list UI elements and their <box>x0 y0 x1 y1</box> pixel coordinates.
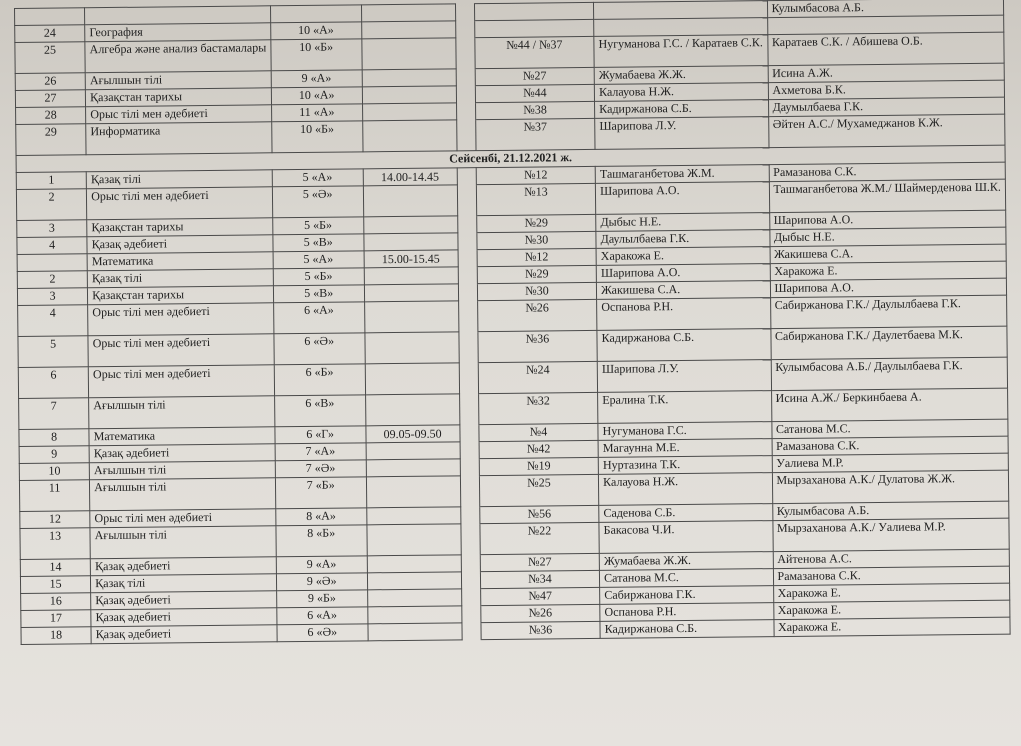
teacher1-cell: Даулылбаева Г.К. <box>596 230 770 249</box>
time-cell <box>366 459 460 477</box>
subject-cell: Қазақ әдебиеті <box>91 608 277 627</box>
teacher1-cell: Жакишева С.А. <box>597 281 771 300</box>
row-number-cell: 6 <box>18 367 88 399</box>
row-number-cell: 4 <box>17 237 87 255</box>
teacher2-cell: Исина А.Ж. <box>768 63 1005 82</box>
room-cell: №26 <box>477 299 597 331</box>
class-cell: 5 «Ә» <box>272 186 363 218</box>
subject-cell: Қазақ әдебиеті <box>91 625 277 644</box>
row-number-cell: 26 <box>15 73 85 91</box>
class-cell: 8 «Б» <box>276 525 367 557</box>
teacher2-cell: Уалиева М.Р. <box>772 453 1009 472</box>
gap-cell <box>458 301 477 332</box>
teacher1-cell: Оспанова Р.Н. <box>600 603 774 622</box>
teacher1-cell: Жумабаева Ж.Ж. <box>599 552 773 571</box>
teacher2-cell: Кулымбасова А.Б./ Даулылбаева Г.К. <box>771 357 1008 390</box>
gap-cell <box>458 284 477 301</box>
teacher2-cell: Дыбыс Н.Е. <box>769 227 1006 246</box>
teacher1-cell: Шарипова А.О. <box>596 264 770 283</box>
gap-cell <box>458 250 477 267</box>
teacher2-cell: Мырзаханова А.К./ Уалиева М.Р. <box>772 518 1009 551</box>
subject-cell: Орыс тілі мен әдебиеті <box>88 334 274 367</box>
room-cell: №44 / №37 <box>475 36 595 68</box>
teacher1-cell: Харакожа Е. <box>596 247 770 266</box>
time-cell <box>364 284 458 302</box>
room-cell: №12 <box>476 166 595 184</box>
gap-cell <box>457 168 476 185</box>
time-cell <box>366 524 460 556</box>
room-cell: №29 <box>477 214 596 232</box>
time-cell <box>364 301 458 333</box>
class-cell: 6 «Ә» <box>277 624 368 642</box>
time-cell <box>365 363 459 395</box>
teacher1-cell: Нугуманова Г.С. / Каратаев С.К. <box>594 35 768 68</box>
time-cell <box>364 332 458 364</box>
schedule-sheet <box>14 0 1011 645</box>
time-cell <box>363 216 457 234</box>
teacher2-cell: Даумылбаева Г.К. <box>768 97 1005 116</box>
teacher2-cell: Харакожа Е. <box>773 583 1010 602</box>
row-number-cell: 4 <box>18 305 88 337</box>
gap-cell <box>458 233 477 250</box>
row-number-cell: 16 <box>21 593 91 611</box>
class-cell: 6 «В» <box>274 395 365 427</box>
subject-cell: Математика <box>87 252 273 271</box>
time-cell <box>366 476 460 508</box>
time-cell <box>366 442 460 460</box>
room-cell: №22 <box>480 522 600 554</box>
room-cell: №19 <box>479 457 598 475</box>
row-number-cell: 25 <box>15 42 85 74</box>
subject-cell: Қазақстан тарихы <box>86 88 272 107</box>
row-number-cell: 1 <box>16 172 86 190</box>
gap-cell <box>457 185 476 216</box>
day-header: Сейсенбі, 21.12.2021 ж. <box>16 145 1005 172</box>
subject-cell: Математика <box>89 427 275 446</box>
teacher1-cell: Кадиржанова С.Б. <box>600 620 774 639</box>
gap-cell <box>461 524 480 555</box>
subject-cell: Ағылшын тілі <box>89 461 275 480</box>
class-cell: 8 «А» <box>276 508 367 526</box>
row-number-cell <box>17 254 87 272</box>
time-cell <box>361 21 455 39</box>
subject-cell: География <box>85 23 271 42</box>
teacher1-cell: Сабиржанова Г.К. <box>600 586 774 605</box>
room-cell: №42 <box>479 440 598 458</box>
time-cell <box>362 86 456 104</box>
class-cell: 10 «А» <box>271 22 362 40</box>
teacher2-cell: Сабиржанова Г.К./ Даулылбаева Г.К. <box>770 295 1007 328</box>
gap-cell <box>461 589 480 606</box>
teacher1-cell: Сатанова М.С. <box>600 569 774 588</box>
gap-cell <box>460 507 479 524</box>
teacher1-cell: Магаунна М.Е. <box>598 439 772 458</box>
time-cell <box>364 267 458 285</box>
schedule-table <box>14 0 1011 645</box>
subject-cell: Қазақ әдебиеті <box>90 557 276 576</box>
row-number-cell: 17 <box>21 610 91 628</box>
time-cell <box>367 606 461 624</box>
room-cell: №44 <box>475 84 594 102</box>
gap-cell <box>461 555 480 572</box>
gap-cell <box>459 363 478 394</box>
teacher1-cell: Бакасова Ч.И. <box>599 521 773 554</box>
teacher1-cell <box>594 18 768 37</box>
row-number-cell: 13 <box>20 528 90 560</box>
teacher1-cell: Нугуманова Г.С. <box>598 422 772 441</box>
class-cell: 9 «Ә» <box>276 573 367 591</box>
teacher1-cell: Жумабаева Ж.Ж. <box>594 66 768 85</box>
gap-cell <box>460 442 479 459</box>
subject-cell: Орыс тілі мен әдебиеті <box>86 105 272 124</box>
class-cell: 6 «А» <box>277 607 368 625</box>
room-cell: №56 <box>480 505 599 523</box>
subject-cell: Орыс тілі мен әдебиеті <box>90 509 276 528</box>
gap-cell <box>455 21 474 38</box>
gap-cell <box>460 476 479 507</box>
room-cell: №13 <box>476 183 596 215</box>
subject-cell: Қазақ тілі <box>86 170 272 189</box>
time-cell: 15.00-15.45 <box>364 250 458 268</box>
teacher2-cell: Ташмаганбетова Ж.М./ Шаймерденова Ш.К. <box>769 179 1006 212</box>
class-cell: 5 «А» <box>273 251 364 269</box>
time-cell <box>365 394 459 426</box>
teacher1-cell: Калауова Н.Ж. <box>594 83 768 102</box>
class-cell: 9 «А» <box>276 556 367 574</box>
teacher1-cell: Кадиржанова С.Б. <box>597 329 771 362</box>
gap-cell <box>461 606 480 623</box>
subject-cell: Қазақ тілі <box>91 574 277 593</box>
teacher2-cell: Исина А.Ж./ Беркинбаева А. <box>771 388 1008 421</box>
time-cell <box>368 623 462 641</box>
room-cell: №37 <box>476 118 596 150</box>
row-number-cell: 29 <box>16 124 86 156</box>
time-cell <box>362 103 456 121</box>
room-cell: №30 <box>477 231 596 249</box>
subject-cell: Ағылшын тілі <box>90 478 276 511</box>
row-number-cell: 24 <box>15 25 85 43</box>
teacher1-cell: Нуртазина Т.К. <box>598 456 772 475</box>
row-number-cell: 12 <box>20 511 90 529</box>
gap-cell <box>459 332 478 363</box>
room-cell: №27 <box>480 553 599 571</box>
row-number-cell: 11 <box>19 480 89 512</box>
teacher2-cell: Каратаев С.К. / Абишева О.Б. <box>767 32 1004 65</box>
subject-cell: Орыс тілі мен әдебиеті <box>88 365 274 398</box>
subject-cell: Алгебра және анализ бастамалары <box>85 40 271 73</box>
gap-cell <box>456 69 475 86</box>
time-cell <box>363 233 457 251</box>
subject-cell: Орыс тілі мен әдебиеті <box>87 187 273 220</box>
class-cell: 7 «Б» <box>275 477 366 509</box>
gap-cell <box>456 120 475 151</box>
class-cell: 11 «А» <box>271 104 362 122</box>
row-number-cell: 27 <box>15 90 85 108</box>
room-cell: №4 <box>479 423 598 441</box>
row-number-cell: 8 <box>19 429 89 447</box>
teacher2-cell: Харакожа Е. <box>773 617 1010 636</box>
class-cell: 7 «А» <box>275 443 366 461</box>
class-cell: 9 «А» <box>271 70 362 88</box>
gap-cell <box>458 267 477 284</box>
room-cell: №47 <box>480 587 599 605</box>
room-cell: №36 <box>481 621 600 639</box>
gap-cell <box>460 459 479 476</box>
room-cell: №25 <box>479 474 599 506</box>
row-number-cell: 5 <box>18 336 88 368</box>
teacher2-cell: Ахметова Б.К. <box>768 80 1005 99</box>
class-cell: 5 «В» <box>273 285 364 303</box>
teacher2-cell: Харакожа Е. <box>770 261 1007 280</box>
time-cell <box>367 589 461 607</box>
room-cell: №27 <box>475 67 594 85</box>
teacher1-cell: Саденова С.Б. <box>599 504 773 523</box>
class-cell: 10 «Б» <box>271 39 362 71</box>
class-cell: 6 «Ә» <box>274 333 365 365</box>
teacher2-cell: Айтенова А.С. <box>773 549 1010 568</box>
teacher2-cell: Рамазанова С.К. <box>773 566 1010 585</box>
class-cell: 5 «Б» <box>273 217 364 235</box>
teacher1-cell: Калауова Н.Ж. <box>599 473 773 506</box>
row-number-cell: 3 <box>17 220 87 238</box>
gap-cell <box>457 216 476 233</box>
teacher2-cell: Рамазанова С.К. <box>772 436 1009 455</box>
row-number-cell: 28 <box>16 107 86 125</box>
time-cell <box>366 507 460 525</box>
teacher1-cell: Кадиржанова С.Б. <box>595 100 769 119</box>
row-number-cell: 18 <box>21 627 91 645</box>
teacher2-cell: Сабиржанова Г.К./ Даулетбаева М.К. <box>770 326 1007 359</box>
room-cell: №26 <box>481 604 600 622</box>
class-cell: 5 «Б» <box>273 268 364 286</box>
room-cell: №36 <box>478 330 598 362</box>
row-number-cell: 2 <box>16 189 86 221</box>
teacher1-cell: Оспанова Р.Н. <box>597 298 771 331</box>
subject-cell: Қазақстан тарихы <box>88 286 274 305</box>
time-cell <box>362 120 456 152</box>
row-number-cell: 7 <box>19 398 89 430</box>
teacher1-cell: Шарипова Л.У. <box>597 360 771 393</box>
row-number-cell: 3 <box>17 288 87 306</box>
subject-cell: Қазақ әдебиеті <box>89 444 275 463</box>
teacher2-cell: Әйтен А.С./ Мухамеджанов К.Ж. <box>768 114 1005 147</box>
time-cell <box>367 572 461 590</box>
room-cell: №32 <box>478 392 598 424</box>
subject-cell: Қазақ әдебиеті <box>91 591 277 610</box>
gap-cell <box>460 425 479 442</box>
subject-cell: Қазақ тілі <box>87 269 273 288</box>
room-cell: №29 <box>477 265 596 283</box>
room-cell: №24 <box>478 361 598 393</box>
time-cell <box>363 185 457 217</box>
class-cell: 6 «Б» <box>274 364 365 396</box>
teacher2-cell: Мырзаханова А.К./ Дулатова Ж.Ж. <box>772 470 1009 503</box>
teacher2-cell: Харакожа Е. <box>773 600 1010 619</box>
gap-cell <box>456 38 475 69</box>
subject-cell: Информатика <box>86 122 272 155</box>
room-cell: №12 <box>477 248 596 266</box>
row-number-cell: 14 <box>20 559 90 577</box>
row-number-cell: 15 <box>20 576 90 594</box>
time-cell <box>361 38 455 70</box>
row-number-cell: 10 <box>19 463 89 481</box>
room-cell: №30 <box>477 282 596 300</box>
gap-cell <box>459 394 478 425</box>
teacher2-cell: Кулымбасова А.Б. <box>767 0 1004 18</box>
room-cell: №34 <box>480 570 599 588</box>
class-cell: 5 «А» <box>272 169 363 187</box>
class-cell: 10 «Б» <box>272 121 363 153</box>
row-number-cell: 9 <box>19 446 89 464</box>
gap-cell <box>462 623 481 640</box>
teacher1-cell: Ералина Т.К. <box>598 391 772 424</box>
teacher1-cell: Шарипова А.О. <box>596 182 770 215</box>
class-cell: 6 «А» <box>273 302 364 334</box>
row-number-cell: 2 <box>17 271 87 289</box>
teacher2-cell: Жакишева С.А. <box>770 244 1007 263</box>
teacher1-cell: Ташмаганбетова Ж.М. <box>595 165 769 184</box>
teacher2-cell: Рамазанова С.К. <box>769 162 1006 181</box>
room-cell: №38 <box>475 101 594 119</box>
gap-cell <box>461 572 480 589</box>
class-cell: 5 «В» <box>273 234 364 252</box>
subject-cell: Ағылшын тілі <box>90 526 276 559</box>
time-cell: 14.00-14.45 <box>363 168 457 186</box>
gap-cell <box>456 86 475 103</box>
class-cell: 6 «Г» <box>275 426 366 444</box>
teacher2-cell: Кулымбасова А.Б. <box>772 501 1009 520</box>
teacher1-cell: Дыбыс Н.Е. <box>596 213 770 232</box>
gap-cell <box>456 103 475 120</box>
subject-cell: Қазақ әдебиеті <box>87 235 273 254</box>
schedule-body <box>15 0 1011 644</box>
class-cell: 9 «Б» <box>276 590 367 608</box>
time-cell <box>367 555 461 573</box>
teacher2-cell: Шарипова А.О. <box>770 278 1007 297</box>
time-cell <box>362 69 456 87</box>
subject-cell: Ағылшын тілі <box>89 396 275 429</box>
class-cell: 10 «А» <box>271 87 362 105</box>
class-cell: 7 «Ә» <box>275 460 366 478</box>
teacher2-cell: Шарипова А.О. <box>769 210 1006 229</box>
teacher1-cell: Шарипова Л.У. <box>595 117 769 150</box>
time-cell: 09.05-09.50 <box>365 425 459 443</box>
subject-cell: Ағылшын тілі <box>85 71 271 90</box>
subject-cell: Орыс тілі мен әдебиеті <box>88 303 274 336</box>
room-cell <box>475 19 594 37</box>
subject-cell: Қазақстан тарихы <box>87 218 273 237</box>
teacher2-cell: Сатанова М.С. <box>771 419 1008 438</box>
